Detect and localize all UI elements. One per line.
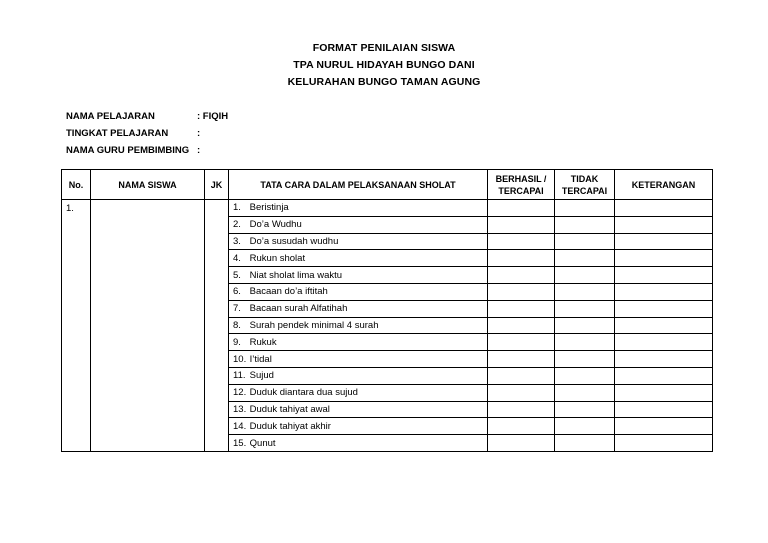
fail-cell[interactable] bbox=[555, 216, 615, 233]
fail-cell[interactable] bbox=[555, 334, 615, 351]
procedure-item-number: 6. bbox=[233, 286, 241, 298]
notes-cell[interactable] bbox=[615, 250, 713, 267]
notes-cell[interactable] bbox=[615, 351, 713, 368]
col-header-procedure: TATA CARA DALAM PELAKSANAAN SHOLAT bbox=[229, 170, 488, 200]
fail-cell[interactable] bbox=[555, 267, 615, 284]
procedure-item-text: Duduk diantara dua sujud bbox=[249, 387, 358, 399]
table-header-row bbox=[62, 170, 713, 200]
fail-cell[interactable] bbox=[555, 300, 615, 317]
procedure-item-cell bbox=[229, 367, 488, 384]
procedure-item-cell bbox=[229, 300, 488, 317]
col-header-fail bbox=[555, 170, 615, 200]
procedure-item-number: 12. bbox=[233, 387, 247, 399]
notes-cell[interactable] bbox=[615, 216, 713, 233]
notes-cell[interactable] bbox=[615, 384, 713, 401]
col-header-jk: JK bbox=[205, 170, 229, 200]
fail-cell[interactable] bbox=[555, 384, 615, 401]
fail-cell[interactable] bbox=[555, 418, 615, 435]
procedure-item-number: 2. bbox=[233, 219, 241, 231]
procedure-item-text: Bacaan do’a iftitah bbox=[249, 286, 328, 298]
procedure-item-cell bbox=[229, 317, 488, 334]
col-header-fail-line1: TIDAK bbox=[570, 173, 599, 184]
success-cell[interactable] bbox=[488, 435, 555, 452]
procedure-item-number: 9. bbox=[233, 336, 241, 348]
procedure-item-number: 15. bbox=[233, 437, 247, 449]
notes-cell[interactable] bbox=[615, 267, 713, 284]
procedure-item-cell bbox=[229, 435, 488, 452]
fail-cell[interactable] bbox=[555, 317, 615, 334]
procedure-item-number: 8. bbox=[233, 319, 241, 331]
col-header-name: NAMA SISWA bbox=[91, 170, 205, 200]
success-cell[interactable] bbox=[488, 351, 555, 368]
success-cell[interactable] bbox=[488, 334, 555, 351]
table-body bbox=[62, 200, 713, 452]
fail-cell[interactable] bbox=[555, 233, 615, 250]
procedure-item-text: Sujud bbox=[249, 370, 274, 382]
notes-cell[interactable] bbox=[615, 233, 713, 250]
procedure-item-text: Do’a susudah wudhu bbox=[249, 235, 339, 247]
procedure-item-text: Bacaan surah Alfatihah bbox=[249, 303, 348, 315]
teacher-label: NAMA GURU PEMBIMBING bbox=[66, 145, 190, 156]
subject-label: NAMA PELAJARAN bbox=[66, 111, 155, 122]
col-header-success-line1: BERHASIL / bbox=[495, 173, 547, 184]
fail-cell[interactable] bbox=[555, 367, 615, 384]
notes-cell[interactable] bbox=[615, 435, 713, 452]
success-cell[interactable] bbox=[488, 317, 555, 334]
fail-cell[interactable] bbox=[555, 250, 615, 267]
table-row bbox=[62, 200, 713, 217]
gender-cell[interactable] bbox=[205, 200, 229, 452]
success-cell[interactable] bbox=[488, 367, 555, 384]
success-cell[interactable] bbox=[488, 216, 555, 233]
procedure-item-number: 5. bbox=[233, 269, 241, 281]
procedure-item-number: 3. bbox=[233, 235, 241, 247]
procedure-item-cell bbox=[229, 250, 488, 267]
fail-cell[interactable] bbox=[555, 401, 615, 418]
procedure-item-number: 11. bbox=[233, 370, 246, 382]
success-cell[interactable] bbox=[488, 418, 555, 435]
notes-cell[interactable] bbox=[615, 300, 713, 317]
notes-cell[interactable] bbox=[615, 317, 713, 334]
procedure-item-text: Duduk tahiyat awal bbox=[249, 403, 330, 415]
notes-cell[interactable] bbox=[615, 200, 713, 217]
success-cell[interactable] bbox=[488, 233, 555, 250]
procedure-item-text: Niat sholat lima waktu bbox=[249, 269, 343, 281]
procedure-item-number: 13. bbox=[233, 403, 247, 415]
procedure-item-text: Beristinja bbox=[249, 202, 289, 214]
success-cell[interactable] bbox=[488, 267, 555, 284]
fail-cell[interactable] bbox=[555, 200, 615, 217]
procedure-item-cell bbox=[229, 216, 488, 233]
form-title: FORMAT PENILAIAN SISWA bbox=[312, 42, 456, 54]
success-cell[interactable] bbox=[488, 283, 555, 300]
notes-cell[interactable] bbox=[615, 418, 713, 435]
procedure-item-cell bbox=[229, 351, 488, 368]
fail-cell[interactable] bbox=[555, 351, 615, 368]
procedure-item-text: Rukuk bbox=[249, 336, 277, 348]
notes-cell[interactable] bbox=[615, 283, 713, 300]
subject-value: : FIQIH bbox=[197, 111, 229, 122]
procedure-item-text: I’tidal bbox=[249, 353, 272, 365]
procedure-item-text: Rukun sholat bbox=[249, 252, 306, 264]
school-name: TPA NURUL HIDAYAH BUNGO DANI bbox=[293, 59, 475, 71]
fail-cell[interactable] bbox=[555, 283, 615, 300]
procedure-item-number: 14. bbox=[233, 420, 247, 432]
success-cell[interactable] bbox=[488, 250, 555, 267]
student-number-cell: 1. bbox=[62, 200, 91, 452]
success-cell[interactable] bbox=[488, 401, 555, 418]
procedure-item-cell bbox=[229, 283, 488, 300]
procedure-item-text: Duduk tahiyat akhir bbox=[249, 420, 331, 432]
procedure-item-cell bbox=[229, 384, 488, 401]
notes-cell[interactable] bbox=[615, 334, 713, 351]
school-location: KELURAHAN BUNGO TAMAN AGUNG bbox=[287, 76, 481, 88]
teacher-row bbox=[66, 142, 228, 159]
success-cell[interactable] bbox=[488, 300, 555, 317]
notes-cell[interactable] bbox=[615, 367, 713, 384]
procedure-item-cell bbox=[229, 267, 488, 284]
procedure-item-number: 1. bbox=[233, 202, 241, 214]
procedure-item-text: Do’a Wudhu bbox=[249, 219, 302, 231]
procedure-item-cell bbox=[229, 233, 488, 250]
teacher-value: : bbox=[197, 145, 201, 156]
subject-row bbox=[66, 108, 228, 125]
document-title-block bbox=[0, 40, 768, 91]
procedure-item-text: Surah pendek minimal 4 surah bbox=[249, 319, 379, 331]
form-info bbox=[66, 108, 228, 159]
assessment-table bbox=[61, 169, 713, 452]
col-header-fail-line2: TERCAPAI bbox=[561, 185, 608, 196]
procedure-item-cell bbox=[229, 200, 488, 217]
procedure-item-text: Qunut bbox=[249, 437, 276, 449]
col-header-success bbox=[488, 170, 555, 200]
procedure-item-number: 4. bbox=[233, 252, 241, 264]
student-name-cell[interactable] bbox=[91, 200, 205, 452]
notes-cell[interactable] bbox=[615, 401, 713, 418]
level-row bbox=[66, 125, 228, 142]
success-cell[interactable] bbox=[488, 384, 555, 401]
col-header-no: No. bbox=[62, 170, 91, 200]
col-header-success-line2: TERCAPAI bbox=[498, 185, 544, 196]
procedure-item-number: 7. bbox=[233, 303, 241, 315]
procedure-item-cell bbox=[229, 418, 488, 435]
procedure-item-cell bbox=[229, 334, 488, 351]
col-header-notes: KETERANGAN bbox=[615, 170, 713, 200]
level-label: TINGKAT PELAJARAN bbox=[66, 128, 169, 139]
procedure-item-number: 10. bbox=[233, 353, 247, 365]
success-cell[interactable] bbox=[488, 200, 555, 217]
level-value: : bbox=[197, 128, 201, 139]
fail-cell[interactable] bbox=[555, 435, 615, 452]
procedure-item-cell bbox=[229, 401, 488, 418]
